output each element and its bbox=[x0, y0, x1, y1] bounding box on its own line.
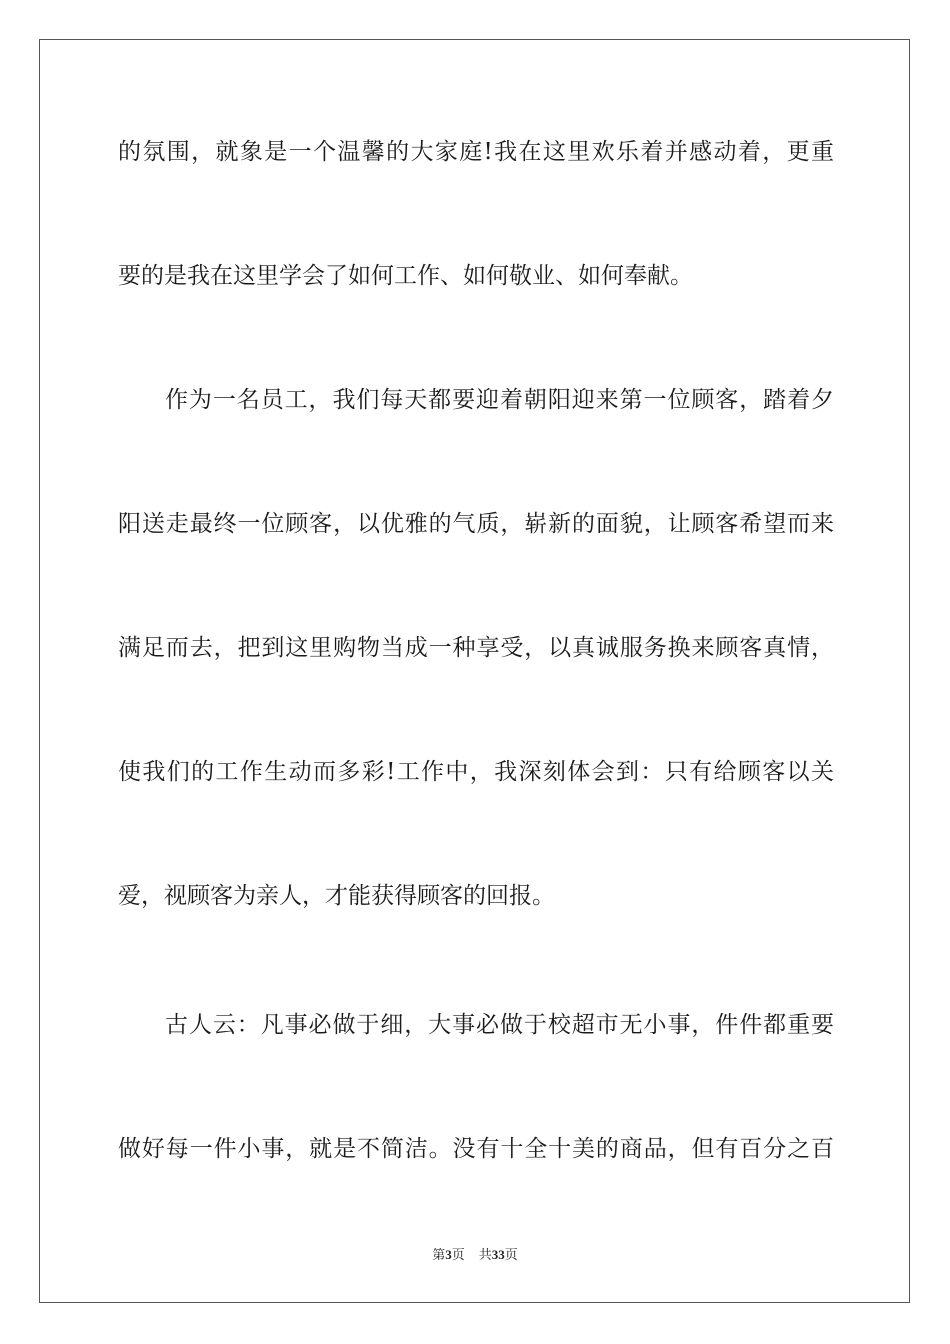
footer-total-pages: 33 bbox=[491, 1247, 505, 1262]
text-line-5: 满足而去，把到这里购物当成一种享受，以真诚服务换来顾客真情， bbox=[118, 635, 834, 661]
text-line-6: 使我们的工作生动而多彩!工作中，我深刻体会到：只有给顾客以关 bbox=[118, 759, 834, 785]
footer-page-prefix: 第 bbox=[432, 1247, 446, 1262]
text-line-8: 古人云：凡事必做于细，大事必做于校超市无小事，件件都重要 bbox=[165, 1012, 834, 1038]
footer-page-number: 3 bbox=[445, 1247, 452, 1262]
footer-page-suffix: 页 bbox=[451, 1247, 465, 1262]
text-line-9: 做好每一件小事，就是不简洁。没有十全十美的商品，但有百分之百 bbox=[118, 1136, 834, 1162]
text-line-4: 阳送走最终一位顾客，以优雅的气质，崭新的面貌，让顾客希望而来 bbox=[118, 511, 834, 537]
page-footer bbox=[0, 1247, 950, 1263]
page-border bbox=[39, 39, 910, 1303]
footer-total-suffix: 页 bbox=[504, 1247, 518, 1262]
text-line-3: 作为一名员工，我们每天都要迎着朝阳迎来第一位顾客，踏着夕 bbox=[165, 387, 834, 413]
text-line-2: 要的是我在这里学会了如何工作、如何敬业、如何奉献。 bbox=[118, 263, 693, 289]
text-line-1: 的氛围，就象是一个温馨的大家庭!我在这里欢乐着并感动着，更重 bbox=[118, 139, 834, 165]
footer-total-prefix: 共 bbox=[478, 1247, 492, 1262]
text-line-7: 爱，视顾客为亲人，才能获得顾客的回报。 bbox=[118, 883, 555, 909]
